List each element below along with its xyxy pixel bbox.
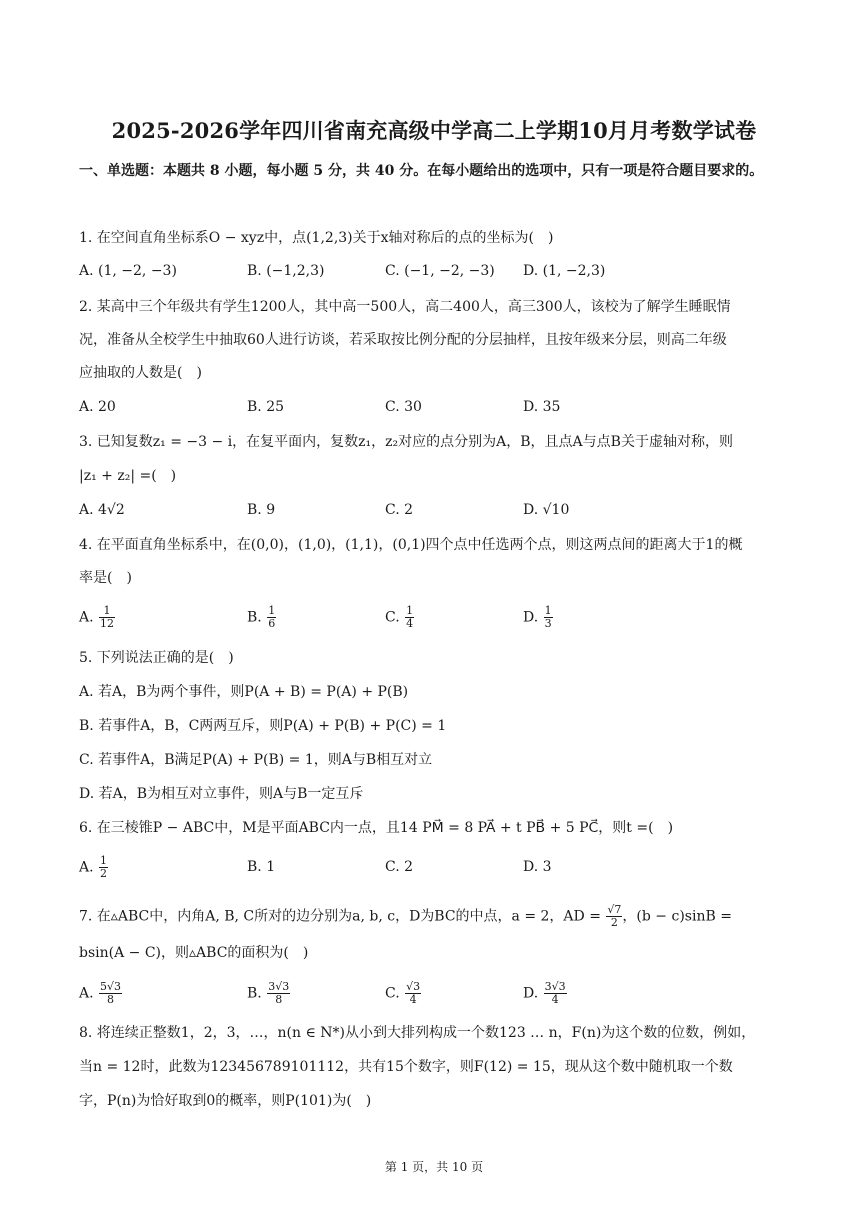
q5-option-d: D. 若A，B为相互对立事件，则A与B一定互斥: [79, 786, 364, 802]
q4-options: [79, 605, 791, 629]
fraction: $\frac{√3}{4}$: [406, 980, 421, 1006]
q1-stem: 1. 在空间直角坐标系O − xyz中，点(1,2,3)关于x轴对称后的点的坐标为( ): [79, 230, 554, 246]
fraction: $\frac{√7}{2}$: [607, 903, 622, 929]
q7-option-b: B. $\frac{3√3}{8}$: [247, 980, 290, 1006]
exam-title: 2025-2026学年四川省南充高级中学高二上学期10月月考数学试卷: [111, 118, 757, 143]
q5-option-b: B. 若事件A，B，C两两互斥，则P(A) + P(B) + P(C) = 1: [79, 718, 447, 734]
q7-stem-line2: bsin(A − C)，则▵ABC的面积为( ): [79, 945, 309, 961]
q6-option-a: A. $\frac{1}{2}$: [79, 854, 108, 880]
q8-stem-line3: 字，P(n)为恰好取到0的概率，则P(101)为( ): [79, 1093, 372, 1109]
fraction: $\frac{1}{12}$: [100, 604, 115, 630]
q2-option-d: D. 35: [523, 399, 561, 415]
q3-option-d: D. √10: [523, 502, 570, 518]
q2-stem-line2: 况，准备从全校学生中抽取60人进行访谈，若采取按比例分配的分层抽样，且按年级来分层，则高二年级: [79, 332, 727, 348]
q2-options: [79, 395, 791, 419]
q3-options: [79, 498, 791, 522]
fraction: $\frac{1}{6}$: [268, 604, 276, 630]
q6-stem: 6. 在三棱锥P − ABC中，M是平面ABC内一点，且14 PM⃗ = 8 PA⃗ + t PB⃗ + 5 PC⃗，则t =( ): [79, 820, 674, 836]
q7-stem-line1: 7. 在▵ABC中，内角A, B, C所对的边分别为a, b, c，D为BC的中点，a = 2，AD = $\frac{√7}{2}$ ，(b − c)sinB =: [79, 903, 732, 929]
q2-option-b: B. 25: [247, 399, 285, 415]
q4-stem-line1: 4. 在平面直角坐标系中，在(0,0)，(1,0)，(1,1)，(0,1)四个点中任选两个点，则这两点间的距离大于1的概: [79, 537, 743, 553]
page-footer: 第 1 页，共 10 页: [384, 1160, 484, 1174]
q6-option-d: D. 3: [523, 859, 552, 875]
q1-option-a: A. (1, −2, −3): [79, 263, 177, 279]
q2-option-a: A. 20: [79, 399, 116, 415]
q7-option-a: A. $\frac{5√3}{8}$: [79, 980, 122, 1006]
q4-option-d: D. $\frac{1}{3}$: [523, 604, 552, 630]
q6-option-b: B. 1: [247, 859, 276, 875]
q2-stem-line1: 2. 某高中三个年级共有学生1200人，其中高一500人，高二400人，高三300人，该校为了解学生睡眠情: [79, 299, 731, 315]
section-heading: 一、单选题：本题共 8 小题，每小题 5 分，共 40 分。在每小题给出的选项中，只有一项是符合题目要求的。: [79, 163, 764, 179]
q4-stem-line2: 率是( ): [79, 570, 132, 586]
q7-option-c: C. $\frac{√3}{4}$: [385, 980, 421, 1006]
q8-stem-line1: 8. 将连续正整数1，2，3，…，n(n ∈ N*)从小到大排列构成一个数123 … n，F(n)为这个数的位数，例如，: [79, 1025, 756, 1041]
fraction: $\frac{5√3}{8}$: [100, 980, 122, 1006]
q1-option-c: C. (−1, −2, −3): [385, 263, 495, 279]
q3-option-c: C. 2: [385, 502, 414, 518]
q4-option-a: A. $\frac{1}{12}$: [79, 604, 115, 630]
q4-option-c: C. $\frac{1}{4}$: [385, 604, 414, 630]
fraction: $\frac{1}{2}$: [100, 854, 108, 880]
q7-options: [79, 981, 791, 1005]
fraction: $\frac{1}{4}$: [406, 604, 414, 630]
q1-option-d: D. (1, −2,3): [523, 263, 606, 279]
q6-options: [79, 855, 791, 879]
q6-option-c: C. 2: [385, 859, 414, 875]
q5-stem: 5. 下列说法正确的是( ): [79, 650, 234, 666]
q3-stem-line1: 3. 已知复数z₁ = −3 − i，在复平面内，复数z₁，z₂对应的点分别为A，B，且点A与点B关于虚轴对称，则: [79, 434, 733, 450]
fraction: $\frac{3√3}{4}$: [544, 980, 566, 1006]
fraction: $\frac{3√3}{8}$: [268, 980, 290, 1006]
q4-option-b: B. $\frac{1}{6}$: [247, 604, 276, 630]
q2-stem-line3: 应抽取的人数是( ): [79, 365, 202, 381]
q5-option-a: A. 若A，B为两个事件，则P(A + B) = P(A) + P(B): [79, 684, 409, 700]
q3-option-a: A. 4√2: [79, 502, 125, 518]
q2-option-c: C. 30: [385, 399, 422, 415]
q3-option-b: B. 9: [247, 502, 276, 518]
q3-stem-line2: |z₁ + z₂| =( ): [79, 468, 177, 484]
q7-option-d: D. $\frac{3√3}{4}$: [523, 980, 566, 1006]
q5-option-c: C. 若事件A，B满足P(A) + P(B) = 1，则A与B相互对立: [79, 752, 433, 768]
q1-option-b: B. (−1,2,3): [247, 263, 325, 279]
fraction: $\frac{1}{3}$: [544, 604, 552, 630]
q1-options: [79, 259, 791, 283]
q8-stem-line2: 当n = 12时，此数为123456789101112，共有15个数字，则F(12) = 15，现从这个数中随机取一个数: [79, 1059, 733, 1075]
